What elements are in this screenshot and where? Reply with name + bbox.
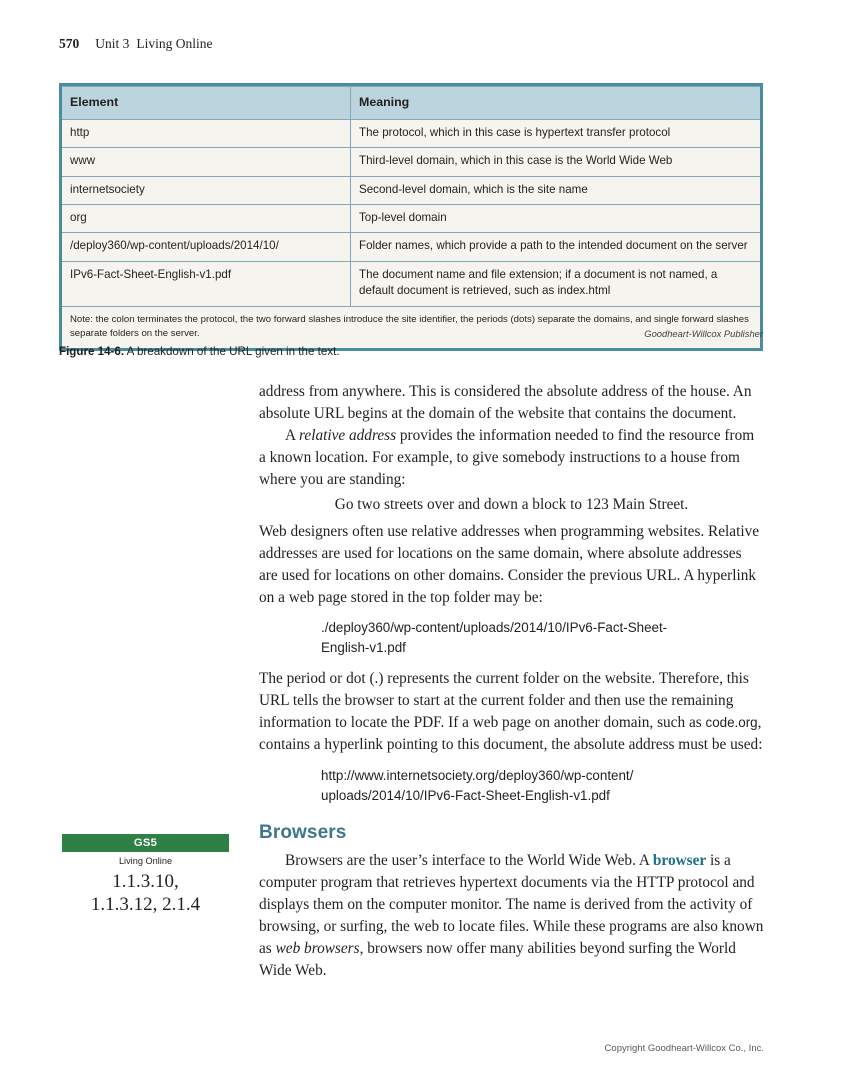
- paragraph-relative-address: [259, 425, 764, 491]
- absolute-url-example: [259, 766, 764, 806]
- page-number: 570: [59, 36, 80, 51]
- table-row: [61, 233, 762, 261]
- unit-title: Living Online: [136, 36, 213, 51]
- relative-url-line-2: English-v1.pdf: [321, 640, 406, 656]
- cell-element: www: [61, 148, 351, 176]
- para-text-before-code: The period or dot (.) represents the current folder on the website. Therefore, this URL tells the browser to start at the current folder and then use the remaining information to locate the PDF. If a web page on another domain, such as: [259, 670, 749, 732]
- table-row: [61, 261, 762, 306]
- standards-code-line-2: 1.1.3.12, 2.1.4: [90, 894, 201, 916]
- standards-box: [62, 834, 229, 916]
- footer-copyright: Copyright Goodheart-Willcox Co., Inc.: [604, 1043, 764, 1054]
- example-directions: Go two streets over and down a block to 123 Main Street.: [334, 496, 689, 514]
- cell-meaning: Second-level domain, which is the site name: [351, 176, 762, 204]
- absolute-url-line-1: http://www.internetsociety.org/deploy360/wp-content/: [321, 767, 634, 783]
- domain-code-org: code.org: [705, 715, 758, 731]
- table-row: [61, 176, 762, 204]
- figure-credit: Goodheart-Willcox Publisher: [644, 328, 763, 339]
- table-note-text: Note: the colon terminates the protocol, the two forward slashes introduce the site identifier, the periods (dots) separate the domains, and single forward slashes separate folders on the server.: [61, 306, 762, 349]
- cell-element: org: [61, 204, 351, 232]
- cell-meaning: Third-level domain, which in this case is the World Wide Web: [351, 148, 762, 176]
- cell-element: internetsociety: [61, 176, 351, 204]
- relative-url-line-1: ./deploy360/wp-content/uploads/2014/10/IPv6-Fact-Sheet-: [321, 619, 668, 635]
- para-text-after-code: , contains a hyperlink pointing to this document, the absolute address must be used:: [259, 714, 763, 754]
- cell-meaning: Folder names, which provide a path to the intended document on the server: [351, 233, 762, 261]
- paragraph-absolute-address: address from anywhere. This is considered the absolute address of the house. An absolute URL begins at the domain of the website that contains the document.: [259, 383, 752, 423]
- standards-subtitle: Living Online: [118, 856, 173, 866]
- standards-banner: GS5: [62, 834, 229, 852]
- table-row: [61, 204, 762, 232]
- running-head: [59, 36, 213, 52]
- cell-element: /deploy360/wp-content/uploads/2014/10/: [61, 233, 351, 261]
- table-header-row: [61, 87, 762, 120]
- para-text-lead: Browsers are the user’s interface to the World Wide Web. A: [285, 851, 653, 869]
- paragraph-web-designers: Web designers often use relative addresses when programming websites. Relative addresses are used for locations on the same domain, where absolute addresses are used for locations on other domains. Consider the previous URL. A hyperlink on a web page stored in the top folder may be:: [259, 522, 760, 606]
- paragraph-browsers-definition: [259, 850, 764, 983]
- figure-caption-label: Figure 14-6.: [59, 345, 125, 358]
- cell-meaning: The protocol, which in this case is hypertext transfer protocol: [351, 119, 762, 147]
- unit-label: Unit 3: [95, 36, 130, 51]
- para-rest-text: provides the information needed to find the resource from a known location. For example, to give somebody instructions to a house from where you are standing:: [259, 427, 755, 489]
- main-text-column: [259, 381, 764, 982]
- para-text-tail: , browsers now offer many abilities beyond surfing the World Wide Web.: [259, 940, 736, 980]
- cell-element: IPv6-Fact-Sheet-English-v1.pdf: [61, 261, 351, 306]
- cell-element: http: [61, 119, 351, 147]
- term-web-browsers: web browsers: [275, 940, 360, 958]
- paragraph-period-dot: [259, 668, 764, 756]
- relative-url-example: [259, 618, 764, 658]
- para-lead-text: A: [285, 427, 300, 445]
- section-heading-browsers: Browsers: [259, 821, 347, 843]
- figure-caption-text: A breakdown of the URL given in the text.: [124, 345, 340, 358]
- figure-caption: [59, 345, 763, 358]
- term-relative-address: relative address: [299, 427, 397, 445]
- figure-14-6: [59, 83, 763, 351]
- url-breakdown-table: [59, 86, 763, 351]
- absolute-url-line-2: uploads/2014/10/IPv6-Fact-Sheet-English-v1.pdf: [321, 787, 610, 803]
- column-header-element: Element: [61, 87, 351, 120]
- cell-meaning: Top-level domain: [351, 204, 762, 232]
- standards-code-line-1: 1.1.3.10,: [112, 871, 179, 892]
- standards-codes: [62, 870, 229, 916]
- key-term-browser: browser: [652, 851, 707, 869]
- table-row: [61, 119, 762, 147]
- table-row: [61, 148, 762, 176]
- para-text-middle: is a computer program that retrieves hypertext documents via the HTTP protocol and displays them on the computer monitor. The name is derived from the activity of browsing, or surfing, the web to locate files. While these programs are also known as: [259, 851, 764, 958]
- cell-meaning: The document name and file extension; if a document is not named, a default document is retrieved, such as index.html: [351, 261, 762, 306]
- column-header-meaning: Meaning: [351, 87, 762, 120]
